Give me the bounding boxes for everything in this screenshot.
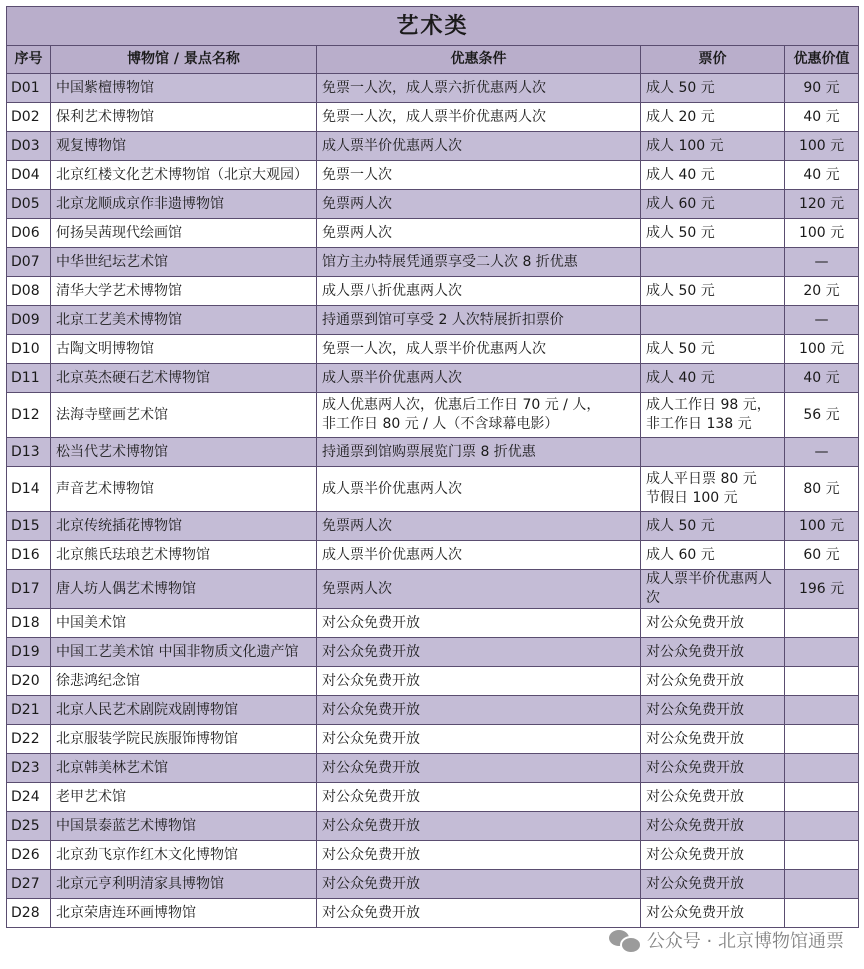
cell-line: 成人 40 元 [646,166,715,183]
table-row [7,696,859,725]
table-row [7,841,859,870]
row-name: 北京韩美林艺术馆 [51,754,317,783]
row-value: 120 元 [785,190,859,219]
header-value: 优惠价值 [785,46,859,74]
row-condition [317,870,641,899]
row-name: 北京元亨利明清家具博物馆 [51,870,317,899]
table-row [7,467,859,512]
cell-line: 成人 40 元 [646,369,715,386]
row-price [641,783,785,812]
header-id: 序号 [7,46,51,74]
row-price [641,364,785,393]
row-value: — [785,248,859,277]
row-condition [317,277,641,306]
row-name: 北京传统插花博物馆 [51,512,317,541]
row-value: — [785,306,859,335]
cell-line: 对公众免费开放 [322,672,420,689]
row-price [641,74,785,103]
cell-line: 成人 50 元 [646,79,715,96]
header-name: 博物馆 / 景点名称 [51,46,317,74]
row-price [641,467,785,512]
cell-line: 对公众免费开放 [322,614,420,631]
row-price [641,754,785,783]
row-value: 100 元 [785,512,859,541]
header-condition: 优惠条件 [317,46,641,74]
table-row [7,512,859,541]
row-price [641,870,785,899]
row-condition [317,219,641,248]
row-id: D13 [7,438,51,467]
row-name: 观复博物馆 [51,132,317,161]
row-value: 40 元 [785,103,859,132]
row-id: D22 [7,725,51,754]
row-name: 老甲艺术馆 [51,783,317,812]
row-id: D09 [7,306,51,335]
cell-line: 馆方主办特展凭通票享受二人次 8 折优惠 [322,253,578,270]
table-row [7,335,859,364]
cell-line: 对公众免费开放 [646,730,744,747]
row-value [785,667,859,696]
cell-line: 对公众免费开放 [646,643,744,660]
row-condition [317,541,641,570]
row-name: 北京人民艺术剧院戏剧博物馆 [51,696,317,725]
row-condition [317,638,641,667]
cell-line: 免票两人次 [322,580,392,597]
cell-line: 成人 50 元 [646,517,715,534]
cell-line: 成人 100 元 [646,137,724,154]
row-value: 100 元 [785,132,859,161]
watermark-text: 公众号 · 北京博物馆通票 [646,931,844,952]
table-row [7,541,859,570]
row-name: 中国工艺美术馆 中国非物质文化遗产馆 [51,638,317,667]
table-row [7,754,859,783]
row-value: 40 元 [785,161,859,190]
title-row [7,7,859,46]
table-row [7,132,859,161]
cell-line: 对公众免费开放 [322,846,420,863]
table-row [7,438,859,467]
table-row [7,219,859,248]
row-id: D10 [7,335,51,364]
row-condition [317,74,641,103]
row-condition [317,335,641,364]
cell-line: 非工作日 80 元 / 人（不含球幕电影） [322,416,559,432]
row-value [785,870,859,899]
row-price [641,725,785,754]
row-condition [317,161,641,190]
row-price [641,219,785,248]
row-id: D26 [7,841,51,870]
row-name: 松当代艺术博物馆 [51,438,317,467]
row-id: D24 [7,783,51,812]
row-price [641,696,785,725]
row-price [641,638,785,667]
watermark [609,927,844,953]
row-id: D18 [7,609,51,638]
cell-line: 成人 50 元 [646,224,715,241]
row-condition [317,364,641,393]
cell-line: 持通票到馆购票展览门票 8 折优惠 [322,443,536,460]
row-condition [317,696,641,725]
row-id: D07 [7,248,51,277]
cell-line: 对公众免费开放 [646,672,744,689]
row-id: D20 [7,667,51,696]
row-id: D04 [7,161,51,190]
row-value: 100 元 [785,335,859,364]
cell-line: 对公众免费开放 [646,817,744,834]
cell-line: 成人优惠两人次，优惠后工作日 70 元 / 人， [322,397,601,413]
row-name: 徐悲鸿纪念馆 [51,667,317,696]
cell-line: 对公众免费开放 [322,875,420,892]
cell-line: 免票两人次 [322,517,392,534]
row-price [641,161,785,190]
row-condition [317,248,641,277]
row-name: 唐人坊人偶艺术博物馆 [51,570,317,609]
row-id: D28 [7,899,51,928]
row-value: 40 元 [785,364,859,393]
table-row [7,570,859,609]
row-price [641,103,785,132]
row-condition [317,609,641,638]
row-id: D14 [7,467,51,512]
cell-line: 对公众免费开放 [646,614,744,631]
cell-line: 对公众免费开放 [646,759,744,776]
cell-line: 免票两人次 [322,224,392,241]
cell-line: 持通票到馆可享受 2 人次特展折扣票价 [322,311,564,328]
row-value: 90 元 [785,74,859,103]
row-id: D19 [7,638,51,667]
row-condition [317,754,641,783]
cell-line: 成人平日票 80 元 [646,471,757,487]
discount-table [6,6,859,928]
row-value [785,754,859,783]
row-name: 声音艺术博物馆 [51,467,317,512]
table-row [7,190,859,219]
cell-line: 对公众免费开放 [646,846,744,863]
row-price [641,812,785,841]
cell-line: 对公众免费开放 [322,701,420,718]
cell-line: 免票一人次，成人票半价优惠两人次 [322,340,546,357]
row-price [641,190,785,219]
row-value: 56 元 [785,393,859,438]
cell-line: 免票两人次 [322,195,392,212]
row-price [641,899,785,928]
cell-line: 成人票八折优惠两人次 [322,282,462,299]
row-value [785,841,859,870]
cell-line: 成人票半价优惠两人次 [322,546,462,563]
row-name: 中国景泰蓝艺术博物馆 [51,812,317,841]
row-name: 保利艺术博物馆 [51,103,317,132]
row-name: 古陶文明博物馆 [51,335,317,364]
table-wrapper [6,6,858,928]
row-value: 100 元 [785,219,859,248]
table-row [7,74,859,103]
cell-line: 对公众免费开放 [322,759,420,776]
cell-line: 对公众免费开放 [646,701,744,718]
table-row [7,277,859,306]
row-value [785,638,859,667]
row-value: 196 元 [785,570,859,609]
row-name: 北京劲飞京作红木文化博物馆 [51,841,317,870]
row-price [641,438,785,467]
row-price [641,609,785,638]
table-row [7,667,859,696]
cell-line: 免票一人次，成人票半价优惠两人次 [322,108,546,125]
row-id: D15 [7,512,51,541]
cell-line: 对公众免费开放 [646,904,744,921]
row-id: D11 [7,364,51,393]
table-row [7,161,859,190]
row-name: 北京工艺美术博物馆 [51,306,317,335]
row-value [785,899,859,928]
table-row [7,609,859,638]
row-price [641,335,785,364]
row-id: D16 [7,541,51,570]
row-id: D17 [7,570,51,609]
row-price [641,132,785,161]
row-name: 北京英杰硬石艺术博物馆 [51,364,317,393]
row-value [785,783,859,812]
cell-line: 成人工作日 98 元， [646,397,771,413]
row-name: 法海寺壁画艺术馆 [51,393,317,438]
row-value [785,696,859,725]
row-condition [317,899,641,928]
row-condition [317,190,641,219]
cell-line: 成人票半价优惠两人次 [322,137,462,154]
cell-line: 成人票半价优惠两人次 [646,571,772,606]
row-condition [317,467,641,512]
cell-line: 对公众免费开放 [646,788,744,805]
row-id: D05 [7,190,51,219]
row-value [785,725,859,754]
row-value: 20 元 [785,277,859,306]
row-condition [317,667,641,696]
row-id: D27 [7,870,51,899]
cell-line: 对公众免费开放 [322,904,420,921]
row-id: D01 [7,74,51,103]
cell-line: 对公众免费开放 [322,643,420,660]
table-row [7,393,859,438]
wechat-icon [609,928,639,952]
table-row [7,364,859,393]
row-condition [317,512,641,541]
cell-line: 对公众免费开放 [322,788,420,805]
row-id: D12 [7,393,51,438]
row-condition [317,306,641,335]
row-price [641,306,785,335]
table-row [7,725,859,754]
row-price [641,277,785,306]
row-id: D25 [7,812,51,841]
row-id: D06 [7,219,51,248]
row-price [641,512,785,541]
cell-line: 成人 60 元 [646,546,715,563]
table-body [7,74,859,928]
row-name: 中国美术馆 [51,609,317,638]
row-condition [317,812,641,841]
row-value: 80 元 [785,467,859,512]
header-row [7,46,859,74]
row-name: 北京红楼文化艺术博物馆（北京大观园） [51,161,317,190]
row-name: 北京熊氏珐琅艺术博物馆 [51,541,317,570]
cell-line: 对公众免费开放 [646,875,744,892]
cell-line: 成人 50 元 [646,282,715,299]
row-name: 北京服装学院民族服饰博物馆 [51,725,317,754]
cell-line: 对公众免费开放 [322,817,420,834]
row-id: D23 [7,754,51,783]
table-row [7,899,859,928]
table-row [7,870,859,899]
row-id: D02 [7,103,51,132]
row-name: 北京龙顺成京作非遗博物馆 [51,190,317,219]
cell-line: 成人票半价优惠两人次 [322,369,462,386]
row-value [785,812,859,841]
row-price [641,841,785,870]
row-id: D08 [7,277,51,306]
table-row [7,783,859,812]
cell-line: 免票一人次，成人票六折优惠两人次 [322,79,546,96]
cell-line: 成人票半价优惠两人次 [322,480,462,497]
cell-line: 成人 60 元 [646,195,715,212]
row-price [641,541,785,570]
row-price [641,570,785,609]
cell-line: 对公众免费开放 [322,730,420,747]
row-value: — [785,438,859,467]
row-name: 清华大学艺术博物馆 [51,277,317,306]
row-condition [317,103,641,132]
row-name: 中国紫檀博物馆 [51,74,317,103]
row-name: 北京荣唐连环画博物馆 [51,899,317,928]
row-id: D03 [7,132,51,161]
row-condition [317,393,641,438]
cell-line: 节假日 100 元 [646,490,738,506]
cell-line: 非工作日 138 元 [646,416,752,432]
row-condition [317,438,641,467]
cell-line: 成人 50 元 [646,340,715,357]
row-value [785,609,859,638]
row-condition [317,841,641,870]
table-row [7,248,859,277]
row-id: D21 [7,696,51,725]
row-price [641,248,785,277]
table-row [7,638,859,667]
row-condition [317,725,641,754]
header-price: 票价 [641,46,785,74]
cell-line: 成人 20 元 [646,108,715,125]
row-name: 中华世纪坛艺术馆 [51,248,317,277]
cell-line: 免票一人次 [322,166,392,183]
row-condition [317,783,641,812]
row-price [641,667,785,696]
row-name: 何扬吴茜现代绘画馆 [51,219,317,248]
table-row [7,306,859,335]
table-row [7,812,859,841]
row-value: 60 元 [785,541,859,570]
table-title: 艺术类 [7,7,859,46]
row-condition [317,570,641,609]
table-row [7,103,859,132]
row-price [641,393,785,438]
row-condition [317,132,641,161]
